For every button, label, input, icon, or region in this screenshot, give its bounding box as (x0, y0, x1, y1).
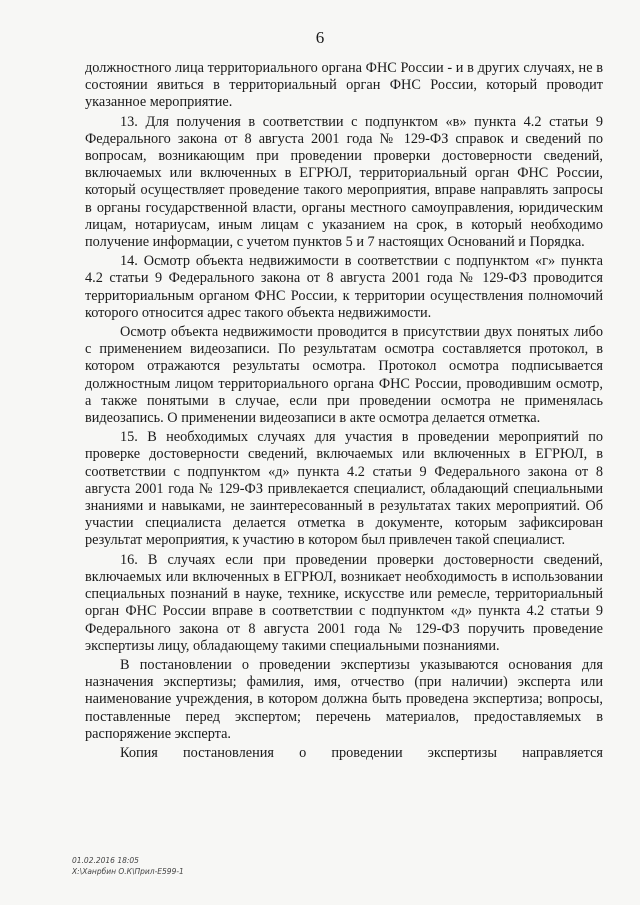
paragraph-16: 16. В случаях если при проведении проверки достоверности сведений, включаемых или включенных в ЕГРЮЛ, возникает необходимость в использовании специальных познаний в науке, технике, искусстве или ремесле, территориальный орган ФНС России вправе в соответствии с подпунктом «д» пункта 4.2 статьи 9 Федерального закона от 8 августа 2001 года № 129-ФЗ поручить проведение экспертизы лицу, обладающему такими специальными познаниями. (85, 551, 603, 654)
paragraph-14: 14. Осмотр объекта недвижимости в соответствии с подпунктом «г» пункта 4.2 статьи 9 Федерального закона от 8 августа 2001 года № 129-ФЗ проводится территориальным органом ФНС России, к территории осуществления полномочий которого относится адрес такого объекта недвижимости. (85, 253, 603, 321)
paragraph-14-inspection: Осмотр объекта недвижимости проводится в присутствии двух понятых либо с применением видеозаписи. По результатам осмотра составляется протокол, в котором отражаются результаты осмотра. Протокол осмотра подписывается должностным лицом территориального органа ФНС России, проводившим осмотр, а также понятыми в случае, если при проведении осмотра не применялась видеозапись. О применении видеозаписи в акте осмотра делается отметка. (85, 324, 603, 427)
footer-path: X:\Ханрбин О.К\Прил-Е599-1 (72, 867, 184, 876)
paragraph-15: 15. В необходимых случаях для участия в проведении мероприятий по проверке достоверности сведений, включаемых или включенных в ЕГРЮЛ, в соответствии с подпунктом «д» пункта 4.2 статьи 9 Федерального закона от 8 августа 2001 года № 129-ФЗ привлекается специалист, обладающий специальными знаниями и навыками, не заинтересованный в результатах таких мероприятий. Об участии специалиста делается отметка в документе, которым зафиксирован результат мероприятия, к участию в котором был привлечен такой специалист. (85, 429, 603, 549)
paragraph-copy: Копия постановления о проведении экспертизы направляется (120, 744, 603, 761)
page-number: 6 (315, 28, 325, 47)
footer-date: 01.02.2016 18:05 (72, 856, 139, 865)
footer (72, 855, 184, 877)
paragraph-13: 13. Для получения в соответствии с подпунктом «в» пункта 4.2 статьи 9 Федерального закона от 8 августа 2001 года № 129-ФЗ справок и сведений по вопросам, возникающим при проведении проверки достоверности сведений, включаемых или включенных в ЕГРЮЛ, территориальный орган ФНС России, который осуществляет проведение такого мероприятия, вправе направлять запросы в органы государственной власти, органы местного самоуправления, юридическим лицам, нотариусам, иным лицам с указанием на срок, в который необходимо получение информации, с учетом пунктов 5 и 7 настоящих Оснований и Порядка. (85, 113, 603, 251)
paragraph-16-expertise: В постановлении о проведении экспертизы указываются основания для назначения экспертизы; фамилия, имя, отчество (при наличии) эксперта или наименование учреждения, в котором должна быть проведена экспертиза; вопросы, поставленные перед экспертом; перечень материалов, предоставляемых в распоряжение эксперта. (85, 656, 603, 742)
document-body (85, 60, 603, 762)
paragraph-continuation: должностного лица территориального органа ФНС России - и в других случаях, не в состоянии явиться в территориальный орган ФНС России, который проводит указанное мероприятие. (85, 60, 603, 111)
